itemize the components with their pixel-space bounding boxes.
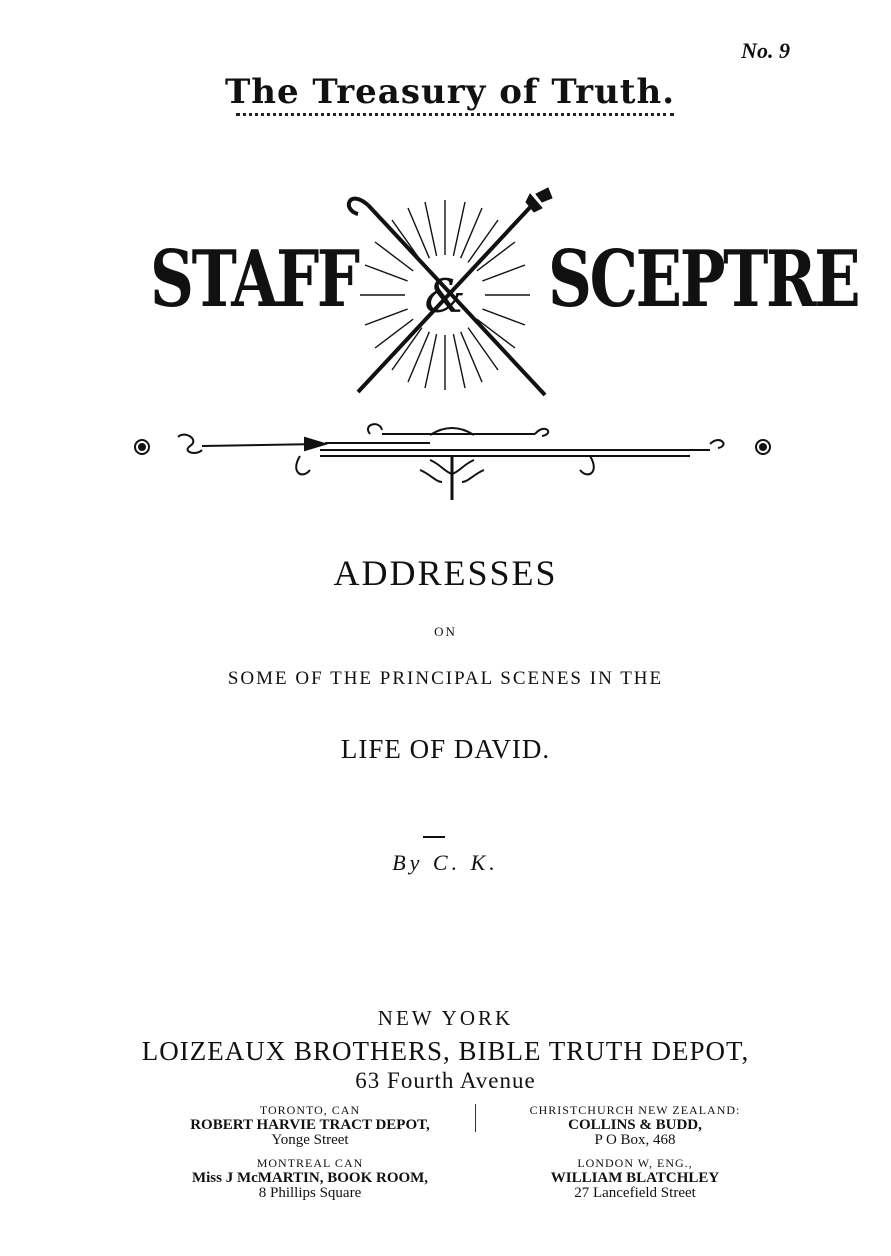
staff-sceptre-emblem — [330, 180, 560, 410]
author-byline: By C. K. — [392, 850, 499, 875]
agent-place: MONTREAL CAN — [256, 1156, 364, 1170]
agent-toronto — [140, 1103, 480, 1148]
agent-name: ROBERT HARVIE TRACT DEPOT, — [190, 1117, 430, 1133]
subtitle: SOME OF THE PRINCIPAL SCENES IN THE — [227, 668, 664, 689]
agent-address: Yonge Street — [271, 1132, 349, 1148]
title-word-sceptre: SCEPTRE — [548, 234, 859, 325]
issue-number: No. 9 — [741, 38, 790, 63]
agent-name: WILLIAM BLATCHLEY — [550, 1170, 720, 1186]
decorative-flourish-divider — [130, 412, 775, 507]
publisher-address: 63 Fourth Avenue — [355, 1068, 536, 1093]
series-title: The Treasury of Truth. — [224, 72, 676, 112]
agent-place: TORONTO, CAN — [259, 1103, 361, 1117]
agent-place: CHRISTCHURCH NEW ZEALAND: — [529, 1103, 741, 1117]
publisher-name: LOIZEAUX BROTHERS, BIBLE TRUTH DEPOT, — [141, 1036, 750, 1066]
publisher-city: NEW YORK — [377, 1006, 514, 1030]
agent-address: 27 Lancefield Street — [574, 1185, 696, 1201]
agent-place: LONDON W, ENG., — [577, 1156, 693, 1170]
main-title: ADDRESSES — [333, 553, 558, 593]
agent-london — [490, 1156, 780, 1201]
author-separator — [423, 836, 445, 838]
agent-montreal — [140, 1156, 480, 1201]
agent-christchurch — [490, 1103, 780, 1148]
agent-address: 8 Phillips Square — [258, 1185, 362, 1201]
agent-address: P O Box, 468 — [594, 1132, 676, 1148]
emblem-ampersand: & — [424, 269, 466, 323]
title-word-staff: STAFF — [150, 234, 358, 325]
agent-name: COLLINS & BUDD, — [568, 1117, 702, 1133]
series-title-underline — [236, 113, 674, 120]
book-subject-title: LIFE OF DAVID. — [340, 734, 551, 764]
connector-word: ON — [434, 624, 457, 639]
agents-divider — [475, 1104, 476, 1132]
agent-name: Miss J McMARTIN, BOOK ROOM, — [191, 1170, 429, 1186]
